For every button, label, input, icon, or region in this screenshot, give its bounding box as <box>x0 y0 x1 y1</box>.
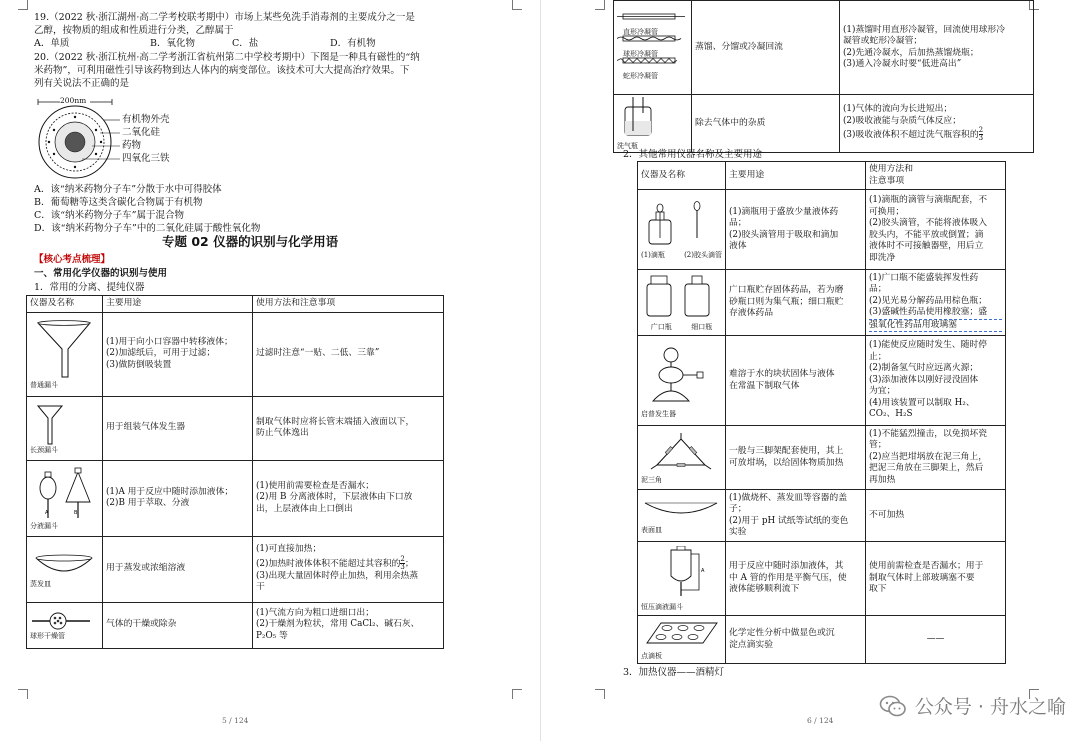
notes-line: 把泥三角放在三脚架上，然后 <box>869 463 984 474</box>
notes-line: (3)出现大量固体时停止加热，利用余热蒸 <box>256 570 419 581</box>
use-line: 难溶于水的块状固体与液体 <box>729 369 835 379</box>
header-notes <box>866 162 1006 190</box>
fig-size-label: 200nm <box>60 96 87 105</box>
table-row <box>638 336 1006 426</box>
q19-option-d: D．有机物 <box>330 38 376 49</box>
gas-washing-bottle-drawing <box>617 97 661 137</box>
q19-option-c: C．盐 <box>232 38 259 49</box>
use-line: 用于组装气体发生器 <box>106 422 186 433</box>
kipp-generator-drawing <box>641 343 721 405</box>
use-line: 蒸馏、分馏或冷凝回流 <box>695 41 783 52</box>
table-row <box>27 536 444 602</box>
table-row <box>27 312 444 396</box>
instrument-names <box>641 323 722 331</box>
evaporating-dish-drawing <box>30 550 98 580</box>
page-number: 6 / 124 <box>807 716 834 725</box>
use-line: (1)用于向小口容器中转移液体； <box>106 336 233 347</box>
instrument-name: 球形冷凝管 <box>623 49 658 58</box>
fraction-denominator: 3 <box>978 134 984 143</box>
table-row <box>614 95 1034 153</box>
instrument-cell <box>27 536 103 602</box>
fig-label-drug: 药物 <box>122 140 142 151</box>
instrument-cell <box>27 460 103 536</box>
use-line: (2)加滤纸后，可用于过滤； <box>106 348 216 359</box>
instrument-name: 蛇形冷凝管 <box>623 71 658 80</box>
use-line: 广口瓶贮存固体药品，若为磨 <box>729 285 844 296</box>
notes-cell <box>866 616 1006 664</box>
use-line: 除去气体中的杂质 <box>695 117 766 128</box>
fig-label-fe3o4: 四氧化三铁 <box>122 153 170 164</box>
notes-line: 可换用； <box>869 206 905 217</box>
q20-line2: 米药物”，可利用磁性引导该药物到达人体内的病变部位。该技术可大大提高治疗效果。下 <box>34 65 410 76</box>
use-cell <box>103 312 253 396</box>
table-row <box>638 542 1006 616</box>
instrument-cell <box>614 95 692 153</box>
instrument-cell <box>638 336 726 426</box>
long-neck-funnel-drawing <box>30 402 70 446</box>
use-cell <box>726 426 866 490</box>
instrument-name: 蒸发皿 <box>30 580 51 588</box>
use-cell <box>692 1 840 95</box>
table-row <box>638 426 1006 490</box>
notes-line: 制取气体时上部玻璃塞不要 <box>869 572 975 583</box>
notes-line: 干 <box>256 582 265 593</box>
fig-label-silica: 二氧化硅 <box>122 127 161 138</box>
use-line: 淀点滴实验 <box>729 639 773 650</box>
page-number: 5 / 124 <box>222 716 249 725</box>
notes-cell <box>866 426 1006 490</box>
notes-line: (1)可直接加热； <box>256 544 322 555</box>
notes-line: (1)能使反应随时发生、随时停 <box>869 340 988 351</box>
instrument-name: 普通漏斗 <box>30 381 58 389</box>
notes-line: (2)应当把坩埚放在泥三角上， <box>869 451 988 462</box>
instrument-name: 长颈漏斗 <box>30 446 58 454</box>
nano-drug-figure <box>34 96 184 180</box>
use-line: 化学定性分析中做显色或沉 <box>729 628 835 638</box>
instrument-cell <box>614 1 692 95</box>
fraction-numerator: 2 <box>400 554 405 563</box>
notes-line: 出，上层液体由上口倒出 <box>256 503 353 514</box>
q20-option-c: C．该“纳米药物分子车”属于混合物 <box>34 210 184 221</box>
notes-line: (1)蒸馏时用直形冷凝管，回流使用球形冷 <box>843 24 1006 35</box>
instrument-cell <box>27 312 103 396</box>
table-row <box>638 270 1006 336</box>
use-line: 实验 <box>729 527 747 537</box>
header-use: 主要用途 <box>103 296 253 313</box>
instrument-cell <box>638 426 726 490</box>
header-use: 主要用途 <box>726 162 866 190</box>
header-notes: 使用方法和注意事项 <box>253 296 444 313</box>
section-heading-1: 一、常用化学仪器的识别与使用 <box>34 268 168 279</box>
core-heading: 【核心考点梳理】 <box>34 254 111 265</box>
instrument-name: 广口瓶 <box>650 322 672 331</box>
dropper-bottle-drawing <box>641 200 721 246</box>
use-cell <box>103 536 253 602</box>
drying-tube-drawing <box>30 610 98 632</box>
notes-line: 制取气体时应将长管末端插入液面以下， <box>256 416 415 427</box>
use-line: 砂瓶口则为集气瓶；细口瓶贮 <box>729 296 844 307</box>
instrument-name: 分液漏斗 <box>30 522 58 530</box>
header-instrument: 仪器及名称 <box>638 162 726 190</box>
instrument-name: 直形冷凝管 <box>623 27 658 36</box>
notes-line: (1)使用前需要检查是否漏水； <box>256 480 375 491</box>
notes-line: (1)气体的流向为长进短出； <box>843 104 953 115</box>
instrument-name: 球形干燥管 <box>30 632 65 640</box>
table-header-row <box>27 296 444 313</box>
header-notes-line: 注意事项 <box>869 175 905 186</box>
notes-line: 凝管或蛇形冷凝管； <box>843 36 923 46</box>
instrument-cell <box>638 490 726 542</box>
q20-line1: 20.（2022 秋·浙江杭州·高二学考浙江省杭州第二中学校考期中）下图是一种具有磁性的“纳 <box>34 52 420 63</box>
use-line: 液体 <box>729 241 747 251</box>
notes-cell <box>866 490 1006 542</box>
notes-line: 胶头内，不能平放或倒置；滴 <box>869 229 984 240</box>
notes-line: 防止气体逸出 <box>256 428 309 438</box>
instrument-name: 点滴板 <box>641 651 662 660</box>
watermark <box>879 692 1066 719</box>
subsection-3: 3．加热仪器——酒精灯 <box>623 667 725 678</box>
notes-line: (1)不能猛烈撞击，以免损坏瓷 <box>869 428 988 439</box>
notes-line: (2)见光易分解药品用棕色瓶； <box>869 295 988 306</box>
fig-label-shell: 有机物外壳 <box>122 114 170 125</box>
notes-cell <box>840 1 1034 95</box>
use-line: (2)用于 pH 试纸等试纸的变色 <box>729 515 849 526</box>
notes-line: (2)吸收液能与杂质气体反应； <box>843 115 962 126</box>
q19-line2: 乙醇，按物质的组成和性质进行分类，乙醇属于 <box>34 25 234 36</box>
notes-line: P₂O₅ 等 <box>256 630 288 641</box>
condenser-washbottle-table <box>613 0 1034 153</box>
notes-line: 为宜； <box>869 386 896 397</box>
table-row <box>614 1 1034 95</box>
notes-line: CO₂、H₂S <box>869 409 913 420</box>
use-line: 可放坩埚，以给固体物质加热 <box>729 457 844 468</box>
notes-line: 即洗净 <box>869 252 896 263</box>
instrument-cell <box>27 396 103 460</box>
instrument-cell <box>638 190 726 270</box>
notes-line: —— <box>926 633 945 644</box>
instrument-name: 启普发生器 <box>641 409 676 418</box>
use-line: 存液体药品 <box>729 308 773 319</box>
use-cell <box>726 270 866 336</box>
instrument-name: 泥三角 <box>641 475 662 484</box>
header-notes-line: 使用方法和 <box>869 164 913 174</box>
notes-line: 品； <box>869 284 887 295</box>
notes-cell <box>866 190 1006 270</box>
instrument-name: 表面皿 <box>641 525 662 534</box>
notes-line: (2)用 B 分离液体时，下层液体由下口放 <box>256 492 413 503</box>
wechat-icon <box>879 694 907 718</box>
use-line: 一般与三脚架配套使用，其上 <box>729 446 844 456</box>
notes-line: (1)气流方向为粗口进细口出； <box>256 607 375 618</box>
use-cell <box>726 616 866 664</box>
notes-line: (3)通入冷凝水时要“低进高出” <box>843 59 962 69</box>
notes-cell <box>253 602 444 648</box>
use-line: (2)胶头滴管用于吸取和滴加 <box>729 229 839 240</box>
use-cell <box>103 396 253 460</box>
use-line: 气体的干燥或除杂 <box>106 619 177 630</box>
watch-glass-drawing <box>641 497 721 521</box>
use-line: 中 A 管的作用是平衡气压，使 <box>729 572 847 583</box>
notes-line: 不可加热 <box>869 509 905 520</box>
reagent-bottles-drawing <box>641 274 721 318</box>
q19-option-a: A．单质 <box>34 38 70 49</box>
table-header-row <box>638 162 1006 190</box>
separatory-funnel-drawing <box>30 466 98 522</box>
use-line: (1)做烧杯、蒸发皿等容器的盖 <box>729 492 848 503</box>
notes-line: (3)添加液体以刚好浸没固体 <box>869 374 979 385</box>
use-line: (1)A 用于反应中随时添加液体； <box>106 486 234 497</box>
notes-line: (1)广口瓶不能盛装挥发性药 <box>869 272 979 283</box>
instrument-name: 细口瓶 <box>691 322 713 331</box>
use-line: 用于蒸发或浓缩溶液 <box>106 563 186 574</box>
svg-text:A: A <box>701 568 705 575</box>
q20-option-a: A．该“纳米药物分子车”分散于水中可得胶体 <box>34 184 222 195</box>
fraction-numerator: 2 <box>978 126 984 135</box>
use-line: 子； <box>729 504 747 514</box>
notes-line: 液体时不可接触器壁，用后立 <box>869 241 984 251</box>
instrument-cell <box>638 270 726 336</box>
instrument-cell <box>638 616 726 664</box>
notes-cell <box>253 312 444 396</box>
notes-line: (2)加热时液体体积不能超过其容积的 <box>256 558 401 569</box>
spot-plate-drawing <box>641 619 721 647</box>
use-line: (3)做防倒吸装置 <box>106 359 172 370</box>
table-row <box>27 396 444 460</box>
header-instrument: 仪器及名称 <box>27 296 103 313</box>
notes-line: 取下 <box>869 584 887 595</box>
watermark-text: 公众号 · 舟水之喻 <box>914 696 1066 718</box>
use-cell <box>726 336 866 426</box>
fraction-denominator: 3 <box>400 562 405 571</box>
instrument-cell <box>638 542 726 616</box>
use-cell <box>103 602 253 648</box>
subsection-2: 2．其他常用仪器名称及主要用途 <box>623 149 763 160</box>
notes-cell <box>253 396 444 460</box>
notes-line: 再加热 <box>869 474 896 485</box>
use-cell <box>726 190 866 270</box>
fraction-two-thirds <box>400 556 404 571</box>
q19-option-b: B．氧化物 <box>150 38 195 49</box>
condenser-drawings <box>617 9 687 73</box>
notes-cell <box>253 536 444 602</box>
topic-title: 专题 02 仪器的识别与化学用语 <box>162 234 339 249</box>
notes-line: 强氧化性药品用玻璃塞 <box>869 320 1002 333</box>
use-cell <box>726 542 866 616</box>
notes-line: 过滤时注意“一贴、二低、三靠” <box>256 348 380 359</box>
use-line: 在常温下制取气体 <box>729 380 800 391</box>
notes-line: (3)盛碱性药品使用橡胶塞；盛 <box>869 307 1002 320</box>
use-line: 液体能够顺利流下 <box>729 584 800 595</box>
clay-triangle-drawing <box>641 431 721 471</box>
other-instrument-table <box>637 161 1006 664</box>
svg-text:B: B <box>74 510 78 516</box>
use-cell <box>692 95 840 153</box>
notes-line-with-fraction: (2)加热时液体体积不能超过其容积的 $\frac{2}{3}$ ； <box>256 554 414 571</box>
notes-cell <box>866 270 1006 336</box>
instrument-names <box>641 251 722 259</box>
use-line: 用于反应中随时添加液体，其 <box>729 561 844 572</box>
notes-line: (4)用该装置可以制取 H₂、 <box>869 397 975 408</box>
notes-line-with-fraction <box>843 127 1030 142</box>
funnel-drawing <box>30 319 98 381</box>
notes-cell <box>253 460 444 536</box>
instrument-name: 洗气瓶 <box>617 141 638 150</box>
use-line: 品； <box>729 218 747 228</box>
instrument-name: (2)胶头滴管 <box>684 250 722 259</box>
use-line: (2)B 用于萃取、分液 <box>106 498 190 508</box>
notes-line: 管； <box>869 440 887 451</box>
table-row <box>27 460 444 536</box>
fraction-two-thirds <box>979 127 983 142</box>
use-line: (1)滴瓶用于盛放少量液体药 <box>729 206 839 217</box>
subsection-1: 1．常用的分离、提纯仪器 <box>34 282 145 293</box>
instrument-name: 恒压滴液漏斗 <box>641 602 683 611</box>
use-cell <box>726 490 866 542</box>
q20-option-b: B．葡萄糖等这类含碳化合物属于有机物 <box>34 197 203 208</box>
notes-line: (2)制备氢气时应远离火源； <box>869 363 979 374</box>
notes-cell <box>866 336 1006 426</box>
separation-instrument-table <box>26 295 444 649</box>
q20-line3: 列有关说法不正确的是 <box>34 78 130 89</box>
q19-line1: 19.（2022 秋·浙江湖州·高二学考校联考期中）市场上某些免洗手消毒剂的主要成分之一是 <box>34 12 415 23</box>
notes-line: (2)先通冷凝水，后加热蒸馏烧瓶； <box>843 47 979 58</box>
notes-cell <box>840 95 1034 153</box>
table-row <box>27 602 444 648</box>
notes-line: 止； <box>869 351 887 362</box>
notes-line: (3)吸收液体积不超过洗气瓶容积的 <box>843 130 979 141</box>
notes-cell <box>866 542 1006 616</box>
table-row <box>638 190 1006 270</box>
use-cell <box>103 460 253 536</box>
document-page-6 <box>540 0 1080 741</box>
instrument-name: (1)滴瓶 <box>641 250 665 259</box>
q20-option-d: D．该“纳米药物分子车”中的二氧化硅属于酸性氧化物 <box>34 223 261 234</box>
table-row <box>638 616 1006 664</box>
notes-line: (2)干燥剂为粒状，常用 CaCl₂、碱石灰、 <box>256 619 420 630</box>
instrument-cell <box>27 602 103 648</box>
notes-line: 使用前需检查是否漏水；用于 <box>869 561 984 572</box>
svg-text:A: A <box>45 510 49 516</box>
notes-line: (2)胶头滴管，不能将液体吸入 <box>869 218 988 228</box>
pressure-equalizing-funnel-drawing <box>641 546 721 598</box>
table-row <box>638 490 1006 542</box>
notes-line: (1)滴瓶的滴管与滴瓶配套，不 <box>869 195 988 205</box>
